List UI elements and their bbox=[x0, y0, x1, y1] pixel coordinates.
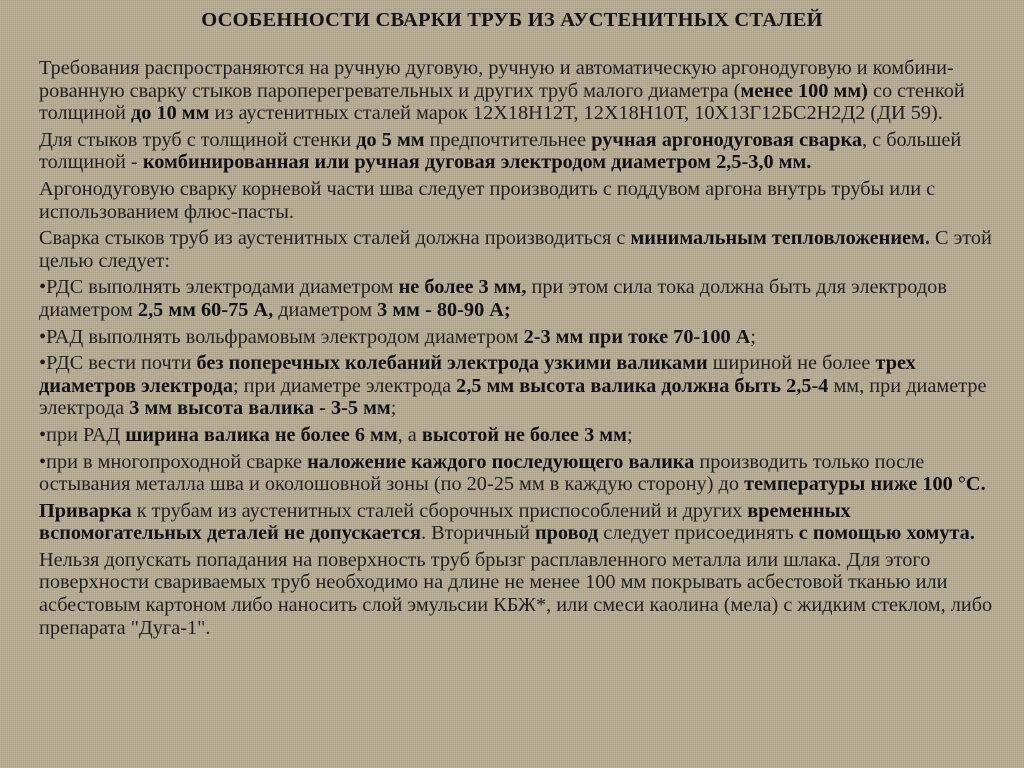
bullet-rad-bead-size bbox=[39, 424, 994, 447]
text: при этом сила тока должна быть для электродов диаметром bbox=[39, 276, 947, 321]
text: , а bbox=[397, 423, 422, 446]
bold-text: 3 мм высота валика - 3-5 мм bbox=[129, 397, 391, 420]
paragraph-spatter-protection bbox=[39, 549, 994, 639]
bold-text: без поперечных колебаний электрода узкими валиками bbox=[196, 352, 708, 375]
bold-text: временных вспомогательных деталей не допускается bbox=[39, 499, 851, 545]
paragraph-scope bbox=[39, 57, 994, 125]
bold-text: ширина валика не более 6 мм bbox=[125, 423, 398, 446]
text: Требования распространяются на ручную дуговую, ручную и автоматическую аргонодуговую и комбини-рованную сварку стыков пароперегревательных и других труб малого диаметра ( bbox=[39, 57, 954, 102]
bold-text: ручная аргонодуговая сварка bbox=[591, 128, 862, 151]
bold-text: Приварка bbox=[39, 499, 132, 522]
bold-text: 2,5 мм 60-75 А, bbox=[137, 298, 274, 321]
text: ; bbox=[750, 325, 756, 348]
bold-text: 2,5 мм высота валика должна быть 2,5-4 bbox=[456, 374, 829, 397]
text: •при РАД bbox=[39, 423, 126, 446]
text: мм, при диаметре электрода bbox=[39, 374, 987, 420]
bullet-rds-electrodes bbox=[39, 276, 994, 321]
bold-text: провод bbox=[534, 522, 599, 545]
text: С этой целью следует: bbox=[39, 227, 992, 272]
paragraph-root-welding bbox=[39, 178, 994, 223]
text: предпочтительнее bbox=[424, 128, 592, 151]
text: •РДС выполнять электродами диаметром bbox=[39, 276, 399, 299]
bold-text: с помощью хомута. bbox=[798, 522, 975, 545]
text: к трубам из аустенитных сталей сборочных приспособлений и других bbox=[131, 499, 748, 522]
text: Аргонодуговую сварку корневой части шва следует производить с поддувом аргона внутрь трубы или с использованием флюс-пасты. bbox=[39, 177, 936, 223]
text: •РАД выполнять вольфрамовым электродом диаметром bbox=[39, 325, 524, 348]
bold-text: до 10 мм bbox=[130, 102, 210, 125]
text: •РДС вести почти bbox=[39, 352, 197, 375]
bold-text: высотой не более 3 мм bbox=[421, 423, 627, 446]
text: Нельзя допускать попадания на поверхность труб брызг расплавленного металла или шлака. Для этого поверхности свариваемых труб необходимо на длине не менее 100 мм покрывать асбестовой тканью или асбестовым картоном либо наносить слой эмульсии КБЖ*, или смеси каолина (мела) с жидким стеклом, либо препарата "Дуга-1". bbox=[39, 548, 993, 639]
paragraph-heat-input bbox=[39, 227, 994, 272]
text: производить только после остывания металла шва и околошовной зоны (по 20-25 мм в каждую сторону) до bbox=[39, 450, 925, 496]
slide-title: ОСОБЕННОСТИ СВАРКИ ТРУБ ИЗ АУСТЕНИТНЫХ СТАЛЕЙ bbox=[201, 9, 823, 31]
bold-text: менее 100 мм) bbox=[740, 79, 868, 102]
text: из аустенитных сталей марок 12Х18Н12Т, 12Х18Н10Т, 10Х13Г12БС2Н2Д2 (ДИ 59). bbox=[209, 102, 943, 125]
bold-text: комбинированная или ручная дуговая электродом диаметром 2,5-3,0 мм. bbox=[142, 151, 812, 174]
bold-text: до 5 мм bbox=[356, 128, 425, 151]
text: Для стыков труб с толщиной стенки bbox=[39, 128, 357, 151]
bold-text: температуры ниже 100 °С. bbox=[744, 473, 986, 496]
text: диаметром bbox=[273, 298, 378, 321]
text: шириной не более bbox=[707, 352, 876, 375]
text: . Вторичный bbox=[420, 522, 535, 545]
bold-text: 3 мм - 80-90 А; bbox=[377, 298, 511, 321]
paragraph-attachments bbox=[39, 500, 994, 545]
text: , с большей толщиной - bbox=[39, 128, 962, 174]
bold-text: не более 3 мм, bbox=[398, 276, 527, 299]
bullet-rds-beads bbox=[39, 352, 994, 420]
bold-text: наложение каждого последующего валика bbox=[307, 450, 695, 473]
bold-text: 2-3 мм при токе 70-100 А bbox=[523, 325, 751, 348]
bullet-multipass bbox=[39, 451, 994, 496]
text: ; при диаметре электрода bbox=[232, 374, 457, 397]
bullet-rad-tungsten bbox=[39, 326, 994, 349]
text: •при в многопроходной сварке bbox=[39, 450, 308, 473]
paragraph-method-choice bbox=[39, 129, 994, 174]
bold-text: минимальным тепловложением. bbox=[630, 227, 930, 250]
text: следует присоединять bbox=[598, 522, 799, 545]
text: Сварка стыков труб из аустенитных сталей должна производиться с bbox=[39, 227, 631, 250]
bold-text: трех диаметров электрода bbox=[39, 352, 916, 397]
text: ; bbox=[626, 423, 633, 446]
text: ; bbox=[390, 397, 397, 420]
slide-body bbox=[39, 57, 994, 643]
text: со стенкой толщиной bbox=[39, 79, 965, 125]
